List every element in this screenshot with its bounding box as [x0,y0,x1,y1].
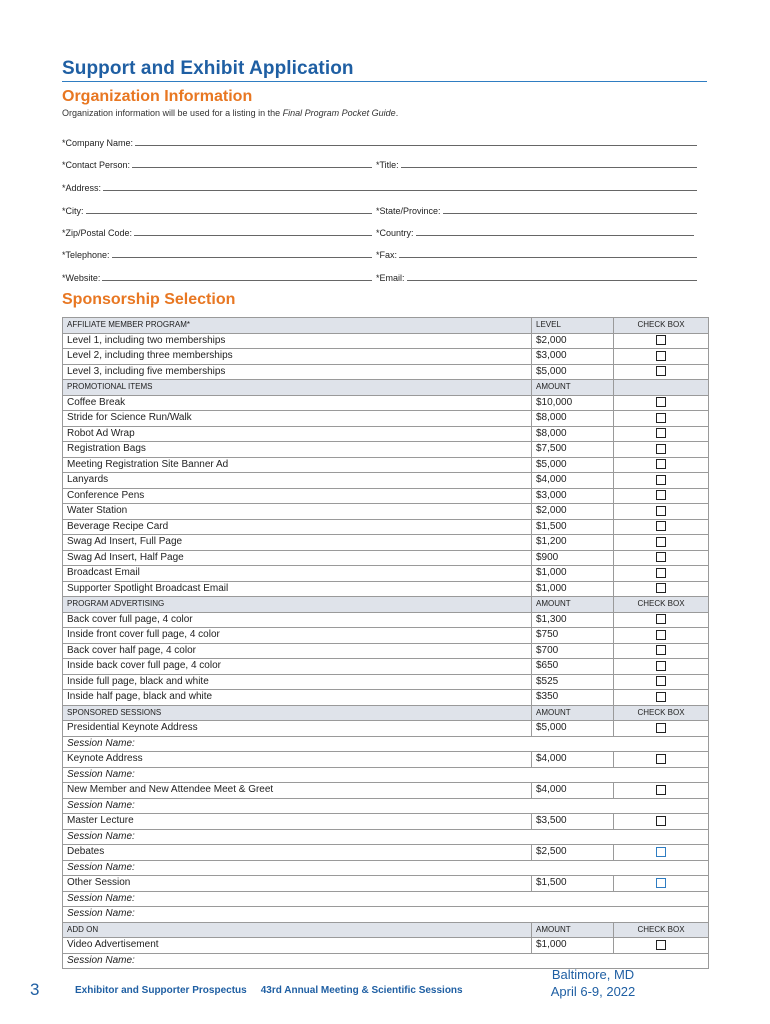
checkbox[interactable] [656,723,666,733]
session-name-label: Session Name: [63,829,709,845]
checkbox[interactable] [656,475,666,485]
checkbox[interactable] [656,645,666,655]
checkbox[interactable] [656,459,666,469]
company-name-field[interactable]: *Company Name: [62,136,697,148]
item-name: Conference Pens [63,488,532,504]
sessions-check-header: CHECK BOX [614,705,709,721]
item-amount: $1,000 [532,566,614,582]
table-row [63,938,709,954]
item-amount: $1,500 [532,876,614,892]
item-name: New Member and New Attendee Meet & Greet [63,783,532,799]
item-name: Beverage Recipe Card [63,519,532,535]
table-row [63,442,709,458]
checkbox-cell [614,814,709,830]
item-amount: $8,000 [532,411,614,427]
footer-dates: April 6-9, 2022 [550,984,636,999]
checkbox-cell [614,938,709,954]
item-name: Back cover half page, 4 color [63,643,532,659]
table-row [63,876,709,892]
addon-amount-header: AMOUNT [532,922,614,938]
checkbox[interactable] [656,521,666,531]
checkbox-cell [614,845,709,861]
checkbox-cell [614,349,709,365]
session-name-row[interactable] [63,829,709,845]
checkbox-cell [614,442,709,458]
checkbox-cell [614,457,709,473]
table-row [63,364,709,380]
advertising-header: PROGRAM ADVERTISING [63,597,532,613]
checkbox[interactable] [656,816,666,826]
item-amount: $3,000 [532,488,614,504]
session-name-row[interactable] [63,907,709,923]
checkbox-cell [614,674,709,690]
item-name: Robot Ad Wrap [63,426,532,442]
checkbox[interactable] [656,506,666,516]
item-name: Meeting Registration Site Banner Ad [63,457,532,473]
sessions-header: SPONSORED SESSIONS [63,705,532,721]
table-row [63,457,709,473]
table-row [63,628,709,644]
footer-city: Baltimore, MD [551,967,635,982]
affiliate-header: AFFILIATE MEMBER PROGRAM* [63,318,532,334]
addon-header: ADD ON [63,922,532,938]
item-name: Stride for Science Run/Walk [63,411,532,427]
checkbox[interactable] [656,785,666,795]
table-row [63,690,709,706]
checkbox-cell [614,783,709,799]
table-row [63,612,709,628]
checkbox[interactable] [656,754,666,764]
promotional-header-row [63,380,709,396]
table-row [63,752,709,768]
sessions-header-row [63,705,709,721]
checkbox-cell [614,628,709,644]
checkbox[interactable] [656,583,666,593]
checkbox[interactable] [656,428,666,438]
item-amount: $4,000 [532,473,614,489]
item-amount: $1,300 [532,612,614,628]
session-name-label: Session Name: [63,953,709,969]
item-name: Broadcast Email [63,566,532,582]
country-field[interactable]: *Country: [376,226,694,238]
item-amount: $2,000 [532,333,614,349]
item-amount: $5,000 [532,364,614,380]
table-row [63,845,709,861]
checkbox[interactable] [656,568,666,578]
item-amount: $1,500 [532,519,614,535]
promotional-header: PROMOTIONAL ITEMS [63,380,532,396]
title-field[interactable]: *Title: [376,158,697,170]
address-field[interactable]: *Address: [62,181,697,193]
zip-postal-code-field[interactable]: *Zip/Postal Code: [62,226,372,238]
checkbox-cell [614,581,709,597]
item-amount: $1,000 [532,938,614,954]
item-amount: $3,000 [532,349,614,365]
organization-section-title: Organization Information [62,88,253,105]
checkbox-cell [614,488,709,504]
checkbox[interactable] [656,630,666,640]
advertising-amount-header: AMOUNT [532,597,614,613]
organization-note: Organization information will be used for a listing in the Final Program Pocket Guide. [62,108,399,118]
footer-prospectus: Exhibitor and Supporter Prospectus [75,985,247,996]
item-name: Swag Ad Insert, Half Page [63,550,532,566]
footer-meeting: 43rd Annual Meeting & Scientific Sessions [260,985,463,996]
checkbox-cell [614,364,709,380]
fax-field[interactable]: *Fax: [376,248,697,260]
table-row [63,395,709,411]
checkbox[interactable] [656,847,666,857]
item-name: Registration Bags [63,442,532,458]
checkbox-cell [614,612,709,628]
table-row [63,566,709,582]
checkbox[interactable] [656,413,666,423]
checkbox[interactable] [656,444,666,454]
table-row [63,473,709,489]
item-amount: $2,500 [532,845,614,861]
item-amount: $350 [532,690,614,706]
advertising-header-row [63,597,709,613]
table-row [63,535,709,551]
checkbox-cell [614,659,709,675]
affiliate-amount-header: LEVEL [532,318,614,334]
item-amount: $525 [532,674,614,690]
session-name-label: Session Name: [63,767,709,783]
session-name-label: Session Name: [63,798,709,814]
checkbox-cell [614,721,709,737]
item-name: Presidential Keynote Address [63,721,532,737]
promotional-check-header [614,380,709,396]
session-name-label: Session Name: [63,907,709,923]
table-row [63,783,709,799]
item-name: Swag Ad Insert, Full Page [63,535,532,551]
item-name: Coffee Break [63,395,532,411]
checkbox[interactable] [656,335,666,345]
checkbox[interactable] [656,351,666,361]
session-name-row[interactable] [63,891,709,907]
item-amount: $10,000 [532,395,614,411]
table-row [63,519,709,535]
website-field[interactable]: *Website: [62,271,372,283]
addon-check-header: CHECK BOX [614,922,709,938]
checkbox-cell [614,690,709,706]
table-row [63,349,709,365]
table-row [63,504,709,520]
sessions-amount-header: AMOUNT [532,705,614,721]
session-name-label: Session Name: [63,891,709,907]
footer-text [75,985,477,996]
affiliate-check-header: CHECK BOX [614,318,709,334]
table-row [63,674,709,690]
item-amount: $8,000 [532,426,614,442]
contact-person-field[interactable]: *Contact Person: [62,158,372,170]
table-row [63,333,709,349]
page-title: Support and Exhibit Application [62,58,354,79]
checkbox[interactable] [656,692,666,702]
checkbox-cell [614,566,709,582]
item-name: Keynote Address [63,752,532,768]
checkbox[interactable] [656,490,666,500]
session-name-label: Session Name: [63,736,709,752]
session-name-row[interactable] [63,798,709,814]
item-name: Master Lecture [63,814,532,830]
item-name: Level 1, including two memberships [63,333,532,349]
item-amount: $7,500 [532,442,614,458]
checkbox-cell [614,395,709,411]
table-row [63,721,709,737]
checkbox-cell [614,643,709,659]
checkbox-cell [614,504,709,520]
item-amount: $700 [532,643,614,659]
item-amount: $1,000 [532,581,614,597]
item-name: Level 3, including five memberships [63,364,532,380]
checkbox-cell [614,411,709,427]
table-row [63,581,709,597]
checkbox[interactable] [656,614,666,624]
checkbox-cell [614,550,709,566]
item-name: Water Station [63,504,532,520]
session-name-row[interactable] [63,860,709,876]
item-name: Video Advertisement [63,938,532,954]
item-name: Inside half page, black and white [63,690,532,706]
item-name: Supporter Spotlight Broadcast Email [63,581,532,597]
checkbox[interactable] [656,537,666,547]
sponsorship-table [62,317,709,969]
city-field[interactable]: *City: [62,204,372,216]
checkbox[interactable] [656,940,666,950]
checkbox[interactable] [656,878,666,888]
checkbox[interactable] [656,676,666,686]
item-name: Back cover full page, 4 color [63,612,532,628]
table-row [63,411,709,427]
item-amount: $4,000 [532,752,614,768]
telephone-field[interactable]: *Telephone: [62,248,372,260]
checkbox-cell [614,752,709,768]
checkbox[interactable] [656,661,666,671]
checkbox-cell [614,333,709,349]
table-row [63,550,709,566]
item-amount: $5,000 [532,721,614,737]
item-amount: $5,000 [532,457,614,473]
checkbox[interactable] [656,366,666,376]
checkbox[interactable] [656,397,666,407]
page-number: 3 [30,980,40,999]
item-name: Inside back cover full page, 4 color [63,659,532,675]
item-amount: $1,200 [532,535,614,551]
item-name: Debates [63,845,532,861]
checkbox-cell [614,876,709,892]
affiliate-header-row [63,318,709,334]
sponsorship-section-title: Sponsorship Selection [62,291,236,308]
table-row [63,814,709,830]
checkbox[interactable] [656,552,666,562]
item-amount: $750 [532,628,614,644]
item-name: Other Session [63,876,532,892]
item-name: Inside front cover full page, 4 color [63,628,532,644]
item-amount: $900 [532,550,614,566]
item-amount: $3,500 [532,814,614,830]
session-name-row[interactable] [63,767,709,783]
addon-header-row [63,922,709,938]
item-amount: $4,000 [532,783,614,799]
session-name-label: Session Name: [63,860,709,876]
footer-location [548,966,638,1000]
item-name: Lanyards [63,473,532,489]
title-divider [62,81,707,82]
checkbox-cell [614,535,709,551]
promotional-amount-header: AMOUNT [532,380,614,396]
checkbox-cell [614,519,709,535]
item-name: Level 2, including three memberships [63,349,532,365]
checkbox-cell [614,473,709,489]
table-row [63,659,709,675]
checkbox-cell [614,426,709,442]
item-amount: $2,000 [532,504,614,520]
table-row [63,643,709,659]
advertising-check-header: CHECK BOX [614,597,709,613]
item-name: Inside full page, black and white [63,674,532,690]
table-row [63,426,709,442]
email-field[interactable]: *Email: [376,271,697,283]
session-name-row[interactable] [63,736,709,752]
table-row [63,488,709,504]
state-province-field[interactable]: *State/Province: [376,204,697,216]
item-amount: $650 [532,659,614,675]
